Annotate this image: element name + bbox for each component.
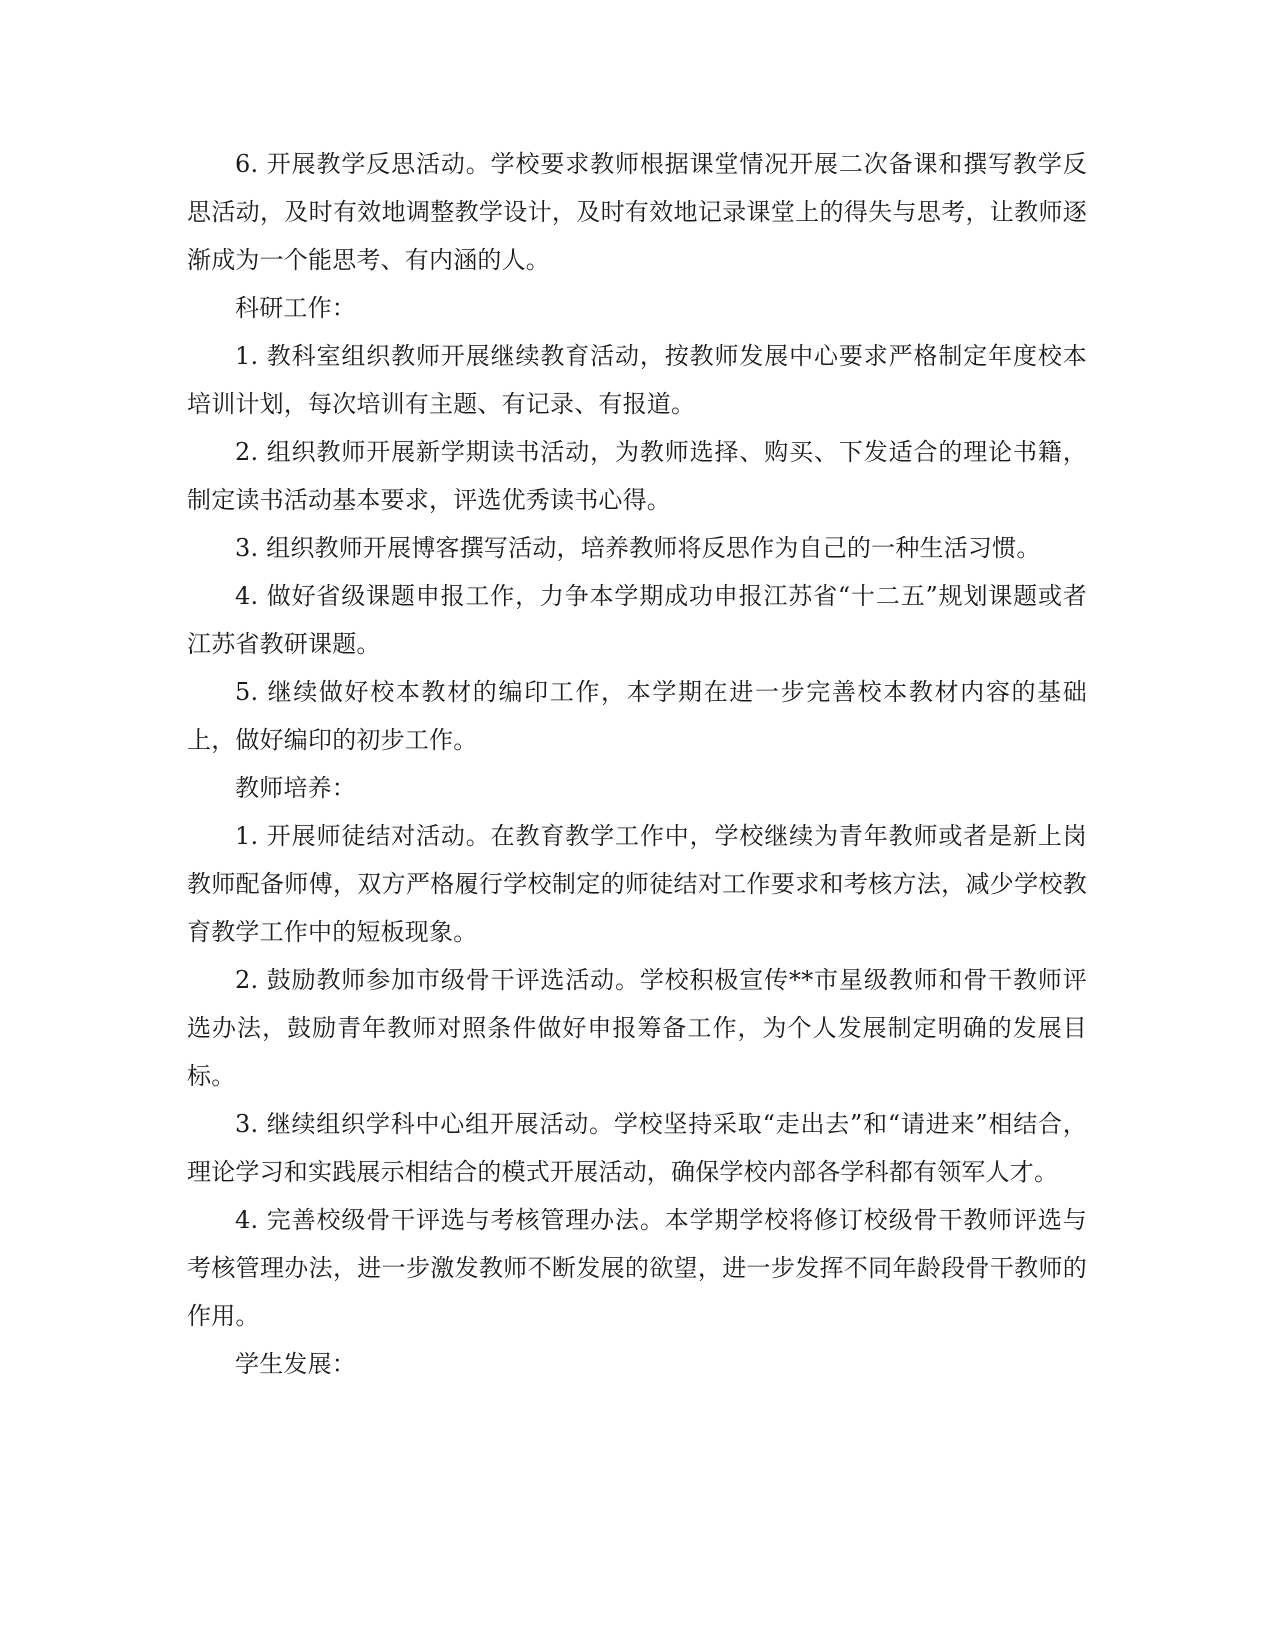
paragraph-blog-writing: 3. 组织教师开展博客撰写活动，培养教师将反思作为自己的一种生活习惯。 [235, 534, 1041, 562]
heading-student-development: 学生发展： [235, 1350, 356, 1378]
heading-research-work: 科研工作： [235, 294, 356, 322]
paragraph-school-textbook: 5. 继续做好校本教材的编印工作，本学期在进一步完善校本教材内容的基础上，做好编印的初步工作。 [187, 678, 1087, 754]
document-body [187, 140, 1087, 1388]
heading-teacher-training: 教师培养： [235, 774, 356, 802]
paragraph-city-backbone: 2. 鼓励教师参加市级骨干评选活动。学校积极宣传**市星级教师和骨干教师评选办法，鼓励青年教师对照条件做好申报筹备工作，为个人发展制定明确的发展目标。 [187, 966, 1087, 1090]
paragraph-reflection-activity: 6. 开展教学反思活动。学校要求教师根据课堂情况开展二次备课和撰写教学反思活动，及时有效地调整教学设计，及时有效地记录课堂上的得失与思考，让教师逐渐成为一个能思考、有内涵的人。 [187, 150, 1087, 274]
paragraph-provincial-project: 4. 做好省级课题申报工作，力争本学期成功申报江苏省“十二五”规划课题或者江苏省教研课题。 [187, 582, 1087, 658]
paragraph-subject-center-group: 3. 继续组织学科中心组开展活动。学校坚持采取“走出去”和“请进来”相结合，理论学习和实践展示相结合的模式开展活动，确保学校内部各学科都有领军人才。 [187, 1110, 1087, 1186]
paragraph-school-backbone: 4. 完善校级骨干评选与考核管理办法。本学期学校将修订校级骨干教师评选与考核管理办法，进一步激发教师不断发展的欲望，进一步发挥不同年龄段骨干教师的作用。 [187, 1206, 1087, 1330]
paragraph-mentorship: 1. 开展师徒结对活动。在教育教学工作中，学校继续为青年教师或者是新上岗教师配备师傅，双方严格履行学校制定的师徒结对工作要求和考核方法，减少学校教育教学工作中的短板现象。 [187, 822, 1087, 946]
paragraph-continuing-education: 1. 教科室组织教师开展继续教育活动，按教师发展中心要求严格制定年度校本培训计划，每次培训有主题、有记录、有报道。 [187, 342, 1087, 418]
paragraph-reading-activity: 2. 组织教师开展新学期读书活动，为教师选择、购买、下发适合的理论书籍，制定读书活动基本要求，评选优秀读书心得。 [187, 438, 1087, 514]
